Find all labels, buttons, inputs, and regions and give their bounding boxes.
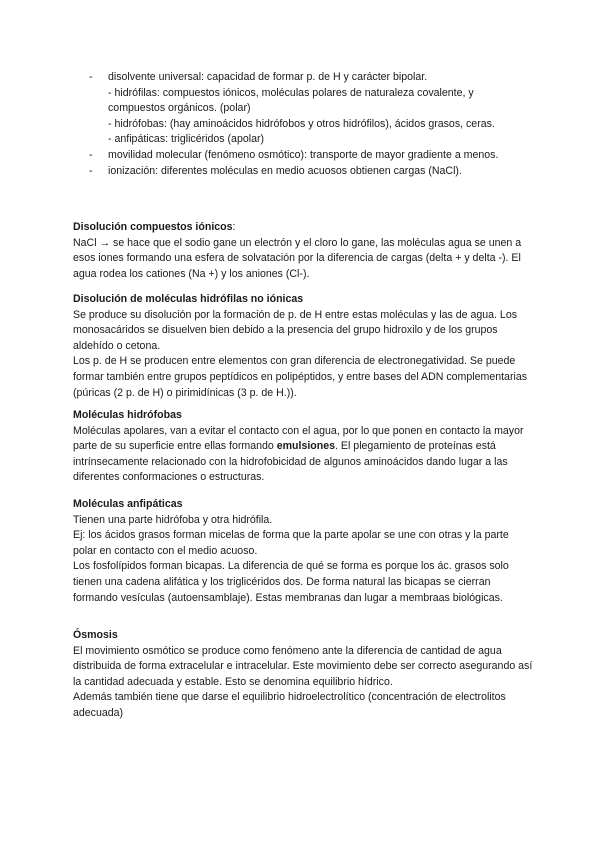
sub-item: - anfipáticas: triglicéridos (apolar) xyxy=(108,133,265,146)
section-osmosis xyxy=(73,628,533,722)
paragraph: NaCl → se hace que el sodio gane un electrón y el cloro lo gane, las moléculas agua se unen a esos iones formando una esfera de solvatación por la diferencia de cargas (delta + y delta -). El agua rodea los cationes (Na +) y los aniones (Cl-). xyxy=(73,236,522,280)
paragraph: Además también tiene que darse el equilibrio hidroelectrolítico (concentración de electrolitos adecuada) xyxy=(73,691,506,719)
bullet-dash: - xyxy=(89,148,93,161)
paragraph: Se produce su disolución por la formación de p. de H entre estas moléculas y las de agua. Los monosacáridos se disuelven bien debido a la presencia del grupo hidroxilo y de los grupos aldehído o cetona. xyxy=(73,308,518,352)
list-item xyxy=(89,164,529,180)
heading-colon: : xyxy=(232,221,236,233)
section-heading: Disolución de moléculas hidrófilas no iónicas xyxy=(73,293,304,305)
list-item-text: ionización: diferentes moléculas en medio acuosos obtienen cargas (NaCl). xyxy=(108,164,462,177)
section-hydrophobic xyxy=(73,408,533,486)
section-heading: Disolución compuestos iónicos xyxy=(73,221,233,233)
list-item-text: movilidad molecular (fenómeno osmótico): transporte de mayor gradiente a menos. xyxy=(108,148,499,161)
section-ionic-compounds xyxy=(73,220,533,282)
text-run: . El plegamiento de proteínas está intrínsecamente relacionado con la hidrofobicidad de algunos aminoácidos dando lugar a las diferentes conformaciones o estructuras. xyxy=(73,440,508,484)
bullet-dash: - xyxy=(89,164,93,177)
paragraph xyxy=(73,424,533,486)
paragraph: Ej: los ácidos grasos forman micelas de forma que la parte apolar se une con otras y la parte polar en contacto con el medio acuoso. xyxy=(73,529,509,557)
sub-item: - hidrófilas: compuestos iónicos, moléculas polares de naturaleza covalente, y compuestos orgánicos. (polar) xyxy=(108,86,474,115)
bullet-list xyxy=(89,70,529,179)
bullet-dash: - xyxy=(89,71,93,83)
list-item xyxy=(89,70,529,148)
paragraph: Los p. de H se producen entre elementos con gran diferencia de electronegatividad. Se puede formar también entre grupos peptídicos en polipéptidos, y entre bases del ADN complementarias (púricas (2 p. de H) o pirimidínicas (3 p. de H.)). xyxy=(73,355,528,399)
section-amphipathic xyxy=(73,497,533,606)
paragraph: El movimiento osmótico se produce como fenómeno ante la diferencia de cantidad de agua distribuida de forma extracelular e intracelular. Este movimiento debe ser correcto asegurando así la cantidad adecuada y estable. Esto se denomina equilibrio hídrico. xyxy=(73,644,533,688)
list-item xyxy=(89,148,529,164)
paragraph: Los fosfolípidos forman bicapas. La diferencia de qué se forma es porque los ác. grasos solo tienen una cadena alifática y los triglicéridos dos. De forma natural las bicapas se cierran formando vesículas (autoensamblaje). Estas membranas dan lugar a membraas biológicas. xyxy=(73,560,509,604)
section-hydrophilic xyxy=(73,292,533,401)
text-run: Moléculas apolares, van a evitar el contacto con el agua, por lo que ponen en contacto la mayor parte de su superficie entre ellas formando xyxy=(73,424,524,453)
section-heading: Ósmosis xyxy=(73,629,118,641)
list-item-text: disolvente universal: capacidad de formar p. de H y carácter bipolar. xyxy=(108,71,428,83)
bold-term: emulsiones xyxy=(276,440,336,453)
paragraph: Tienen una parte hidrófoba y otra hidrófila. xyxy=(73,513,273,526)
section-heading: Moléculas hidrófobas xyxy=(73,409,182,421)
sub-item: - hidrófobas: (hay aminoácidos hidrófobos y otros hidrófilos), ácidos grasos, ceras. xyxy=(108,117,495,130)
section-heading: Moléculas anfipáticas xyxy=(73,498,183,510)
